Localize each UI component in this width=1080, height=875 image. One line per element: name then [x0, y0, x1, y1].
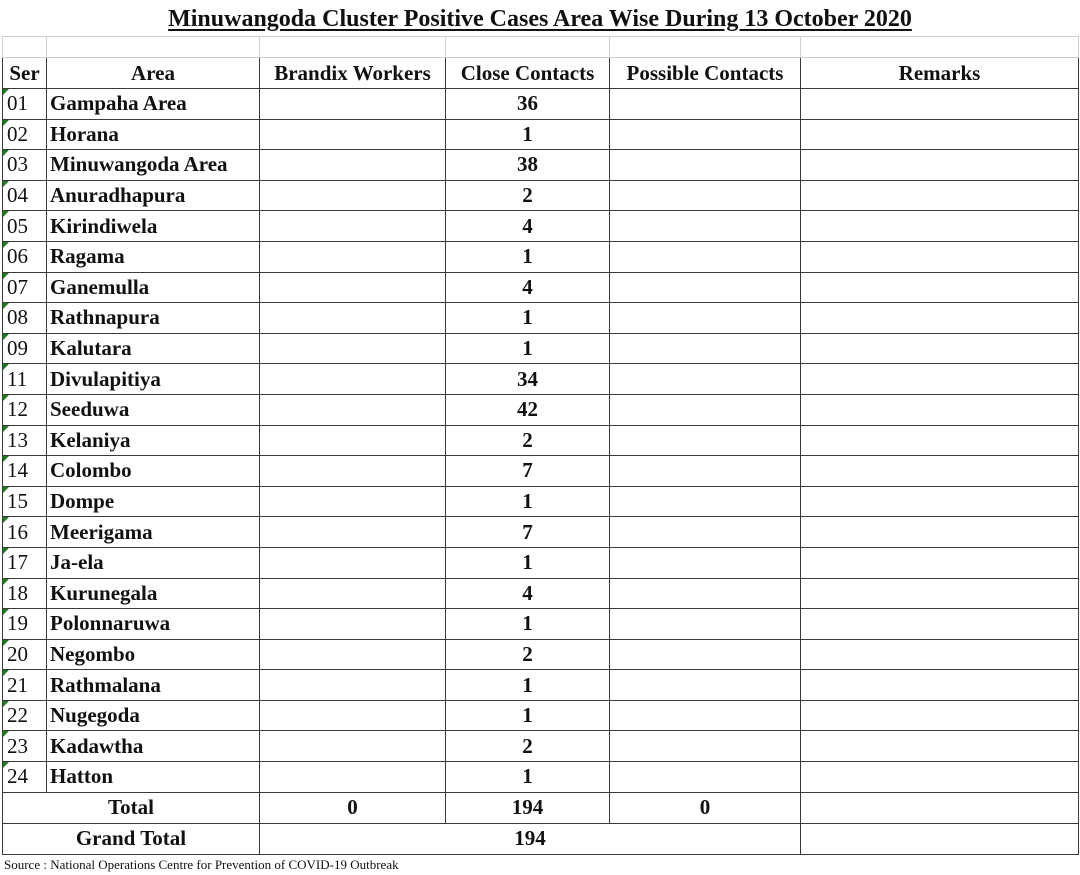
table-row: [3, 180, 1079, 211]
cell-brandix: [260, 517, 446, 548]
grand-total-row: [3, 823, 1079, 854]
cell-brandix: [260, 89, 446, 120]
table-row: [3, 150, 1079, 181]
cell-possible: [610, 89, 801, 120]
cell-ser: 16: [3, 517, 47, 548]
cell-possible: [610, 150, 801, 181]
cell-ser: 12: [3, 394, 47, 425]
cell-possible: [610, 517, 801, 548]
table-row: [3, 333, 1079, 364]
cell-close: 4: [446, 578, 610, 609]
cell-close: 4: [446, 272, 610, 303]
cell-brandix: [260, 180, 446, 211]
cell-close: 1: [446, 241, 610, 272]
cell-area: Kadawtha: [47, 731, 260, 762]
cell-close: 42: [446, 394, 610, 425]
cell-possible: [610, 425, 801, 456]
table-row: [3, 517, 1079, 548]
cell-close: 38: [446, 150, 610, 181]
cell-remarks: [801, 731, 1079, 762]
cell-possible: [610, 211, 801, 242]
cell-brandix: [260, 609, 446, 640]
cell-remarks: [801, 517, 1079, 548]
total-close: 194: [446, 792, 610, 823]
cell-possible: [610, 364, 801, 395]
cell-ser: 05: [3, 211, 47, 242]
cell-possible: [610, 547, 801, 578]
cell-brandix: [260, 639, 446, 670]
table-row: [3, 303, 1079, 334]
cell-possible: [610, 609, 801, 640]
cell-possible: [610, 333, 801, 364]
spacer-row: [3, 37, 1079, 58]
total-row: [3, 792, 1079, 823]
cell-area: Meerigama: [47, 517, 260, 548]
cell-area: Colombo: [47, 456, 260, 487]
total-possible: 0: [610, 792, 801, 823]
cell-brandix: [260, 578, 446, 609]
cell-ser: 20: [3, 639, 47, 670]
cell-area: Rathnapura: [47, 303, 260, 334]
cell-possible: [610, 241, 801, 272]
cell-ser: 18: [3, 578, 47, 609]
cell-ser: 04: [3, 180, 47, 211]
cell-remarks: [801, 578, 1079, 609]
cell-area: Kirindiwela: [47, 211, 260, 242]
cell-possible: [610, 639, 801, 670]
cell-possible: [610, 578, 801, 609]
table-row: [3, 609, 1079, 640]
cell-remarks: [801, 150, 1079, 181]
cell-remarks: [801, 425, 1079, 456]
cell-ser: 02: [3, 119, 47, 150]
cell-area: Dompe: [47, 486, 260, 517]
cell-close: 4: [446, 211, 610, 242]
title-text: Minuwangoda Cluster Positive Cases Area Wise During 13 October 2020: [168, 6, 912, 32]
cell-remarks: [801, 364, 1079, 395]
cell-area: Seeduwa: [47, 394, 260, 425]
cell-brandix: [260, 333, 446, 364]
cell-close: 2: [446, 639, 610, 670]
cell-close: 1: [446, 700, 610, 731]
cell-close: 36: [446, 89, 610, 120]
cell-close: 2: [446, 425, 610, 456]
cell-remarks: [801, 180, 1079, 211]
cell-brandix: [260, 456, 446, 487]
grand-total-label: Grand Total: [3, 823, 260, 854]
cell-remarks: [801, 547, 1079, 578]
cell-possible: [610, 456, 801, 487]
cell-brandix: [260, 394, 446, 425]
header-close: Close Contacts: [446, 58, 610, 89]
table-row: [3, 425, 1079, 456]
cell-remarks: [801, 241, 1079, 272]
cell-possible: [610, 394, 801, 425]
cell-area: Minuwangoda Area: [47, 150, 260, 181]
cell-ser: 13: [3, 425, 47, 456]
cell-brandix: [260, 762, 446, 793]
cell-close: 34: [446, 364, 610, 395]
cell-brandix: [260, 303, 446, 334]
header-remarks: Remarks: [801, 58, 1079, 89]
cell-remarks: [801, 89, 1079, 120]
cell-area: Nugegoda: [47, 700, 260, 731]
cell-remarks: [801, 486, 1079, 517]
cell-area: Kurunegala: [47, 578, 260, 609]
cell-area: Hatton: [47, 762, 260, 793]
source-note: Source : National Operations Centre for Prevention of COVID-19 Outbreak: [4, 857, 399, 872]
cell-ser: 11: [3, 364, 47, 395]
cell-close: 7: [446, 517, 610, 548]
cell-brandix: [260, 486, 446, 517]
cell-close: 1: [446, 547, 610, 578]
cell-brandix: [260, 241, 446, 272]
table-row: [3, 456, 1079, 487]
cell-ser: 15: [3, 486, 47, 517]
table-row: [3, 762, 1079, 793]
cell-close: 1: [446, 303, 610, 334]
table-row: [3, 731, 1079, 762]
cell-brandix: [260, 670, 446, 701]
cell-brandix: [260, 364, 446, 395]
cell-remarks: [801, 394, 1079, 425]
table-row: [3, 700, 1079, 731]
table-row: [3, 364, 1079, 395]
table-row: [3, 578, 1079, 609]
table-row: [3, 670, 1079, 701]
cell-brandix: [260, 211, 446, 242]
cell-remarks: [801, 639, 1079, 670]
cell-brandix: [260, 731, 446, 762]
cell-remarks: [801, 333, 1079, 364]
cell-area: Rathmalana: [47, 670, 260, 701]
cell-ser: 08: [3, 303, 47, 334]
grand-total-value: 194: [260, 823, 801, 854]
cell-close: 1: [446, 333, 610, 364]
cell-ser: 09: [3, 333, 47, 364]
cell-close: 1: [446, 762, 610, 793]
cell-remarks: [801, 456, 1079, 487]
cell-possible: [610, 119, 801, 150]
cell-brandix: [260, 150, 446, 181]
cell-ser: 23: [3, 731, 47, 762]
table-row: [3, 394, 1079, 425]
cell-area: Anuradhapura: [47, 180, 260, 211]
cell-possible: [610, 762, 801, 793]
table-row: [3, 241, 1079, 272]
cell-ser: 01: [3, 89, 47, 120]
table-row: [3, 547, 1079, 578]
cell-remarks: [801, 303, 1079, 334]
header-area: Area: [47, 58, 260, 89]
cell-possible: [610, 180, 801, 211]
total-brandix: 0: [260, 792, 446, 823]
cell-area: Negombo: [47, 639, 260, 670]
cell-area: Ja-ela: [47, 547, 260, 578]
table-row: [3, 89, 1079, 120]
cell-area: Kalutara: [47, 333, 260, 364]
cell-possible: [610, 486, 801, 517]
table-row: [3, 119, 1079, 150]
header-row: [3, 58, 1079, 89]
total-remarks: [801, 792, 1079, 823]
total-label: Total: [3, 792, 260, 823]
cell-ser: 24: [3, 762, 47, 793]
cell-remarks: [801, 700, 1079, 731]
cell-brandix: [260, 547, 446, 578]
cell-remarks: [801, 670, 1079, 701]
header-brandix: Brandix Workers: [260, 58, 446, 89]
cell-close: 7: [446, 456, 610, 487]
cell-ser: 14: [3, 456, 47, 487]
cell-ser: 21: [3, 670, 47, 701]
cell-remarks: [801, 272, 1079, 303]
cell-possible: [610, 731, 801, 762]
table-row: [3, 639, 1079, 670]
cell-remarks: [801, 119, 1079, 150]
cell-ser: 22: [3, 700, 47, 731]
cell-brandix: [260, 119, 446, 150]
cell-ser: 07: [3, 272, 47, 303]
cell-remarks: [801, 609, 1079, 640]
cell-ser: 06: [3, 241, 47, 272]
cell-close: 1: [446, 119, 610, 150]
cell-area: Ragama: [47, 241, 260, 272]
cell-close: 2: [446, 731, 610, 762]
cell-remarks: [801, 762, 1079, 793]
cell-possible: [610, 303, 801, 334]
header-ser: Ser: [3, 58, 47, 89]
cell-ser: 19: [3, 609, 47, 640]
cell-brandix: [260, 425, 446, 456]
header-possible: Possible Contacts: [610, 58, 801, 89]
cell-area: Ganemulla: [47, 272, 260, 303]
cell-ser: 17: [3, 547, 47, 578]
cases-table: [2, 36, 1079, 855]
cell-close: 1: [446, 486, 610, 517]
cell-possible: [610, 700, 801, 731]
cell-ser: 03: [3, 150, 47, 181]
cell-close: 1: [446, 609, 610, 640]
cell-remarks: [801, 211, 1079, 242]
cell-area: Divulapitiya: [47, 364, 260, 395]
cell-possible: [610, 272, 801, 303]
cell-area: Horana: [47, 119, 260, 150]
cell-brandix: [260, 700, 446, 731]
cell-area: Polonnaruwa: [47, 609, 260, 640]
page-title: [0, 2, 1080, 36]
cell-brandix: [260, 272, 446, 303]
table-row: [3, 486, 1079, 517]
cell-close: 1: [446, 670, 610, 701]
cell-area: Kelaniya: [47, 425, 260, 456]
table-row: [3, 211, 1079, 242]
cell-possible: [610, 670, 801, 701]
cell-close: 2: [446, 180, 610, 211]
grand-total-remarks: [801, 823, 1079, 854]
table-row: [3, 272, 1079, 303]
cell-area: Gampaha Area: [47, 89, 260, 120]
